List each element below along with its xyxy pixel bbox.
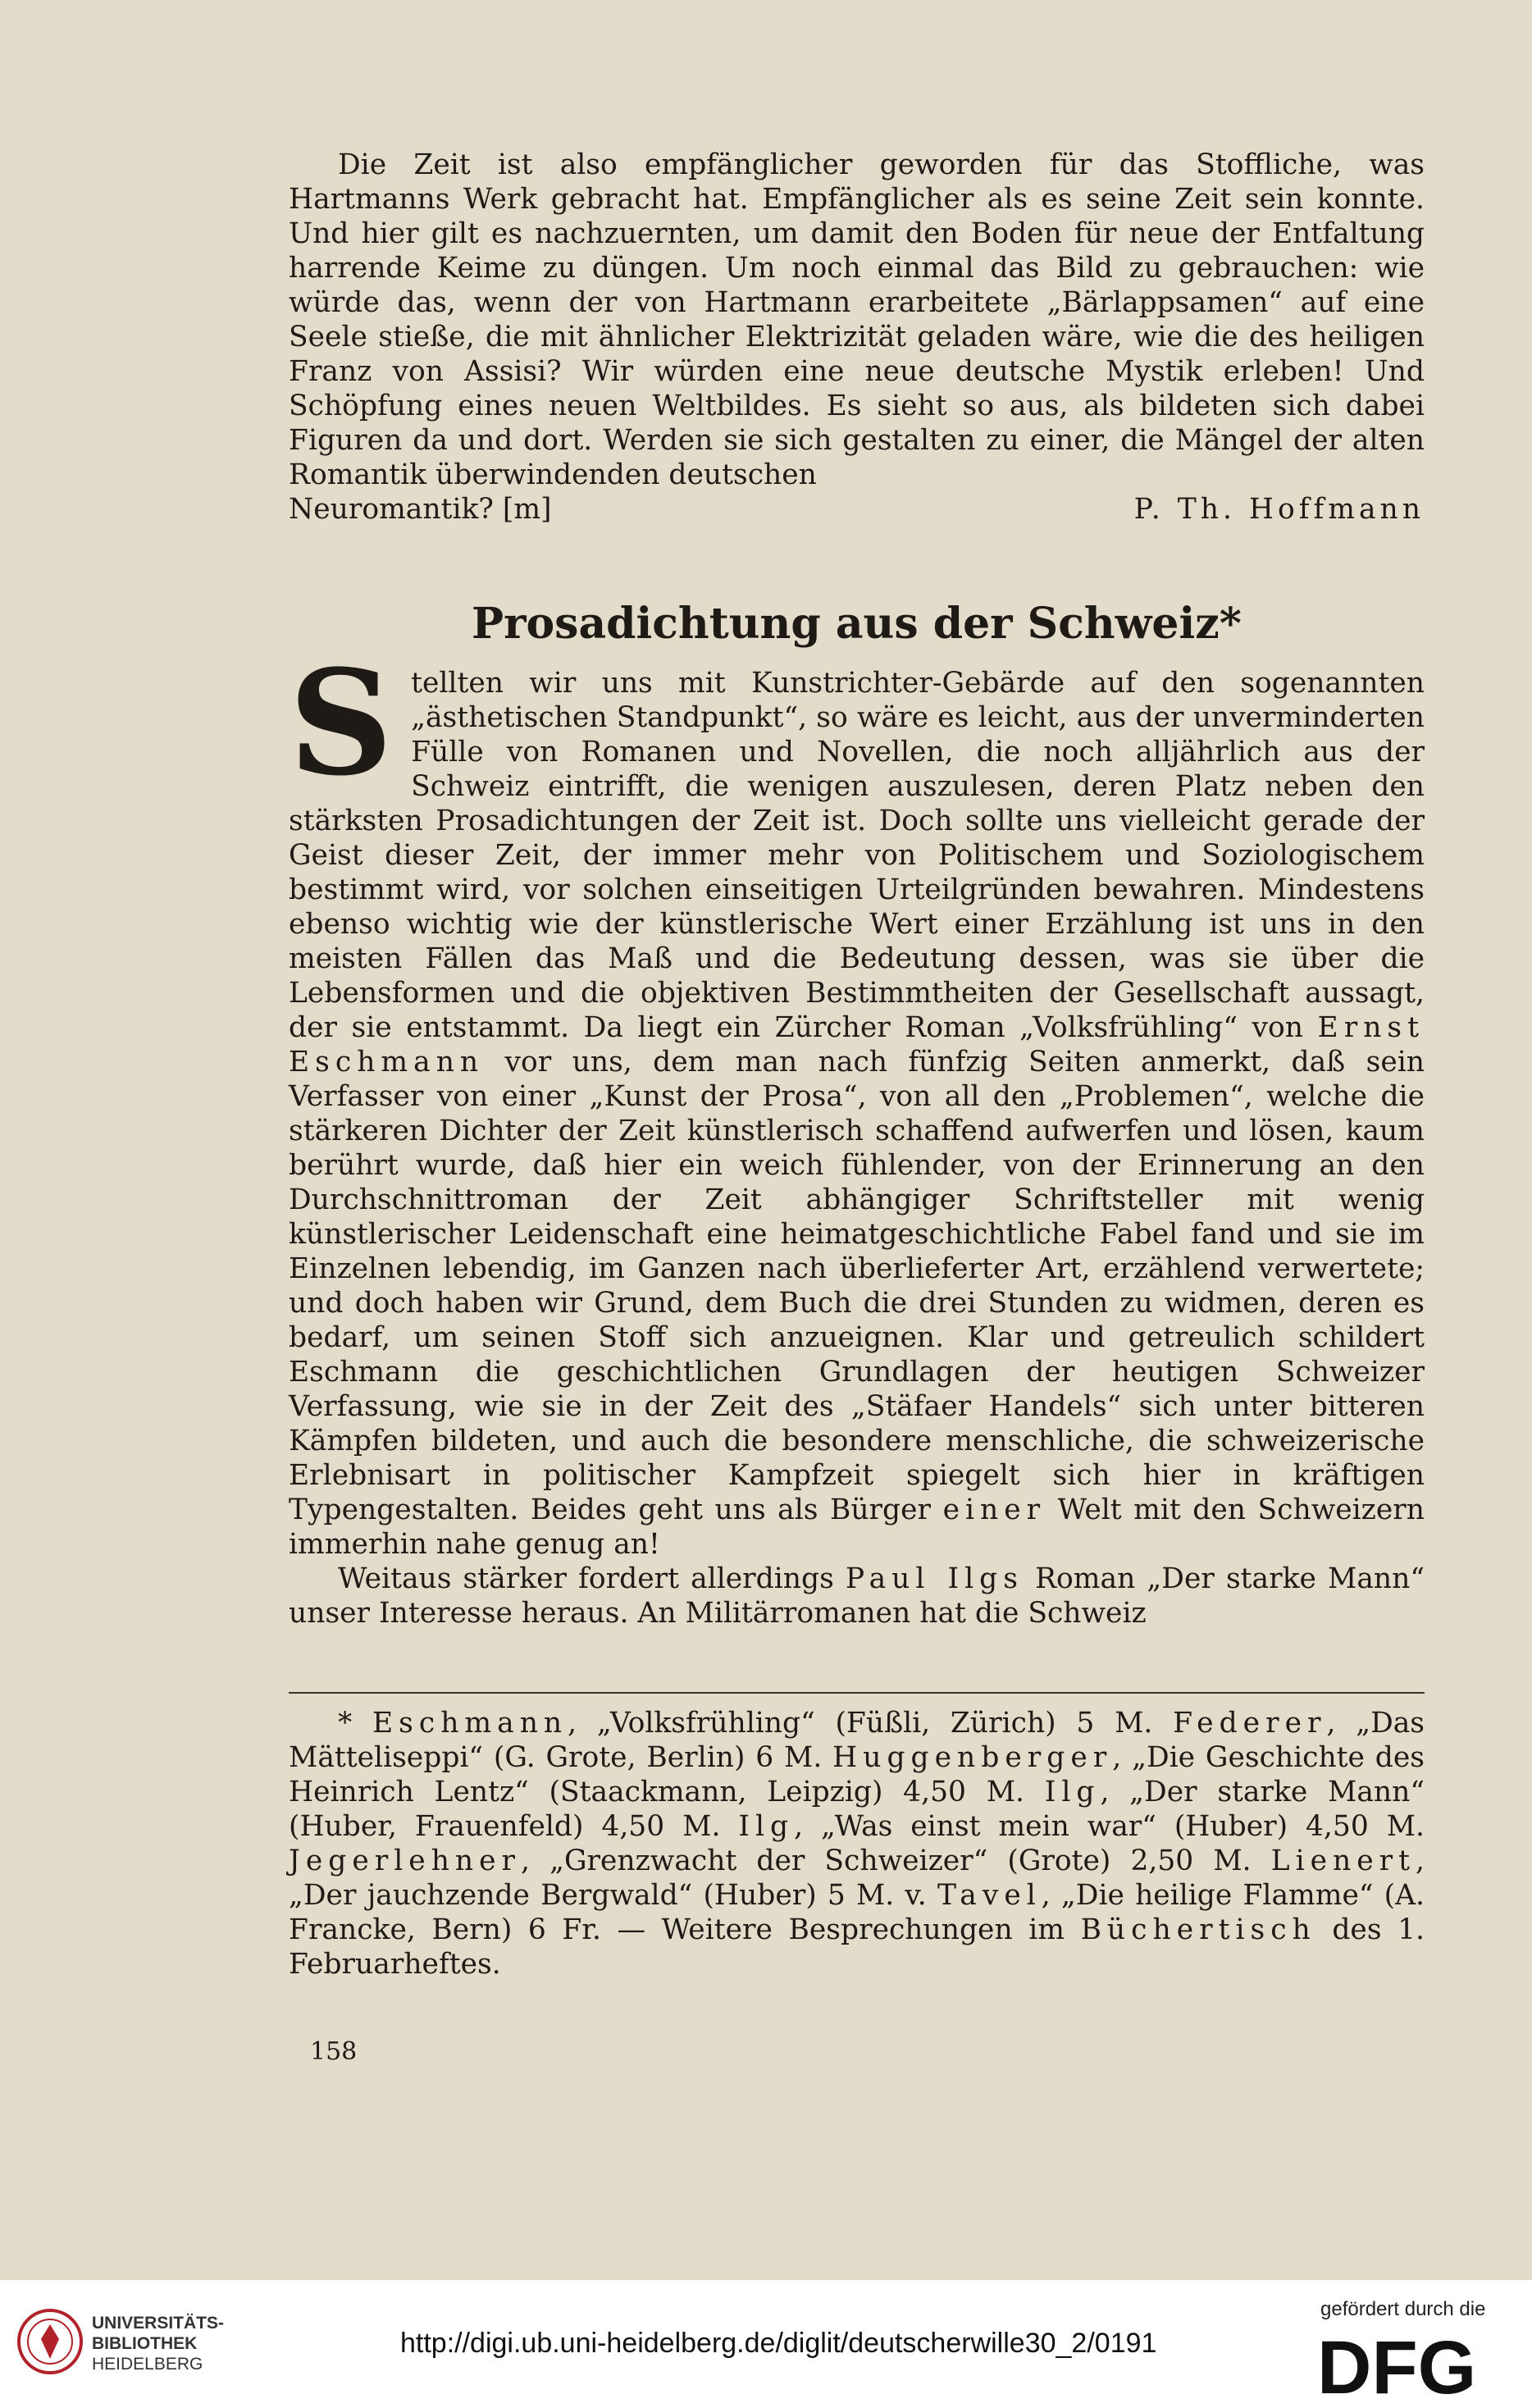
dfg-logo-text: DFG [1317, 2333, 1477, 2398]
funding-caption: gefördert durch die [1320, 2298, 1486, 2320]
footnote-spaced-name: Federer [1173, 1707, 1327, 1740]
author-name-eschmann: Ernst Eschmann [289, 1011, 1425, 1079]
footnote-run: , „Das Mätteliseppi“ (G. Grote, Berlin) 6 M. [289, 1707, 1425, 1774]
footnote-spaced-name: Huggenberger [832, 1741, 1113, 1774]
paragraph-1-text-c: Welt mit den Schweizern immerhin nahe genug an! [289, 1494, 1425, 1561]
intro-closing-line [289, 492, 1425, 527]
footnote-spaced-name: Tavel [937, 1879, 1042, 1912]
footnote-run: , „Volksfrühling“ (Füßli, Zürich) 5 M. [568, 1707, 1174, 1740]
paragraph-2-text-b: Roman „Der starke Mann“ unser Interesse heraus. An Militärromanen hat die Schweiz [289, 1562, 1425, 1630]
intro-paragraph: Die Zeit ist also empfänglicher geworden für das Stoffliche, was Hartmanns Werk gebracht hat. Empfänglicher als es seine Zeit sein konnte. Und hier gilt es nachzuernten, um damit den Boden für neue der Entfaltung harrende Keime zu düngen. Um noch einmal das Bild zu gebrauchen: wie würde das, wenn der von Hartmann erarbeitete „Bärlappsamen“ auf eine Seele stieße, die mit ähnlicher Elektrizität geladen wäre, wie die des heiligen Franz von Assisi? Wir würden eine neue deutsche Mystik erleben! Und Schöpfung eines neuen Weltbildes. Es sieht so aus, als bildeten sich dabei Figuren da und dort. Werden sie sich gestalten zu einer, die Mängel der alten Romantik überwindenden deutschen [289, 148, 1425, 491]
footnote-divider [289, 1692, 1425, 1694]
footnote-run: des 1. Februarheftes. [289, 1913, 1425, 1981]
viewer-footer [0, 2280, 1532, 2408]
emphasis-einer: einer [942, 1494, 1046, 1526]
university-seal-icon [16, 2308, 84, 2375]
footnote-spaced-name: Büchertisch [1080, 1913, 1316, 1946]
article-body [289, 638, 1425, 1630]
paragraph-1-text-b: vor uns, dem man nach fünfzig Seiten anmerkt, daß sein Verfasser von einer „Kunst der Prosa“, von all den „Problemen“, welche die stärkeren Dichter der Zeit künstlerisch schaffend aufwerfen und lösen, kaum berührt wurde, daß hier ein weich fühlender, von der Erinnerung an den Durchschnittroman der Zeit abhängiger Schriftsteller mit wenig künstlerischer Leidenschaft eine heimatgeschichtliche Fabel fand und sie im Einzelnen lebendig, im Ganzen nach überlieferter Art, erzählend verwertete; und doch haben wir Grund, dem Buch die drei Stunden zu widmen, deren es bedarf, um seinen Stoff sich anzueignen. Klar und getreulich schildert Eschmann die geschichtlichen Grundlagen der heutigen Schweizer Verfassung, wie sie in der Zeit des „Stäfaer Handels“ sich unter bitteren Kämpfen bildeten, und auch die besondere menschliche, die schweizerische Erlebnisart in politischer Kampfzeit spiegelt sich hier in kräftigen Typengestalten. Beides geht uns als Bürger [289, 1046, 1425, 1526]
footnote-run: , „Was einst mein war“ (Huber) 4,50 M. [794, 1810, 1425, 1843]
footnote-spaced-name: Ilg [1044, 1776, 1101, 1808]
library-name-line-1: UNIVERSITÄTS- [92, 2314, 225, 2333]
paragraph-1-text-a: tellten wir uns mit Kunstrichter-Gebärde auf den sogenannten „ästhetischen Standpunkt“, so wäre es leicht, aus der unverminderten Fülle von Romanen und Novellen, die noch alljährlich aus der Schweiz eintrifft, die wenigen auszulesen, deren Platz neben den stärksten Prosadichtungen der Zeit ist. Doch sollte uns vielleicht gerade der Geist dieser Zeit, der immer mehr von Politischem und Soziologischem bestimmt wird, vor solchen einseitigen Urteilgründen bewahren. Mindestens ebenso wichtig wie der künstlerische Wert einer Erzählung ist uns in den meisten Fällen das Maß und die Bedeutung dessen, was sie über die Lebensformen und die objektiven Bestimmtheiten der Gesellschaft aussagt, der sie entstammt. Da liegt ein Zürcher Roman „Volksfrühling“ von [289, 667, 1425, 1044]
footnote-run: , „Die Geschichte des Heinrich Lentz“ (Staackmann, Leipzig) 4,50 M. [289, 1741, 1425, 1808]
footnote-spaced-name: Lienert [1270, 1845, 1416, 1877]
footnote-text [289, 1706, 1425, 1982]
footnote-spaced-name: Ilg [738, 1810, 795, 1843]
footnote-run: , „Der jauchzende Bergwald“ (Huber) 5 M. v. [289, 1845, 1425, 1912]
article-paragraph-1 [289, 638, 1425, 1562]
footnote-run: , „Der starke Mann“ (Huber, Frauenfeld) 4,50 M. [289, 1776, 1425, 1843]
library-name-line-2: BIBLIOTHEK [92, 2334, 198, 2353]
footnote [289, 1706, 1425, 1982]
author-name-ilg: Paul Ilgs [845, 1562, 1024, 1595]
author-signature: P. Th. Hoffmann [1133, 493, 1425, 526]
footnote-run: * [338, 1707, 372, 1740]
drop-cap: S [289, 638, 394, 808]
footnote-spaced-name: Eschmann [372, 1707, 568, 1740]
article-paragraph-2 [289, 1562, 1425, 1630]
paragraph-2-text-a: Weitaus stärker fordert allerdings [338, 1562, 834, 1595]
footnote-run: , „Grenzwacht der Schweizer“ (Grote) 2,50 M. [521, 1845, 1271, 1877]
footnote-spaced-name: Jegerlehner [289, 1845, 522, 1877]
permalink-url[interactable]: http://digi.ub.uni-heidelberg.de/diglit/deutscherwille30_2/0191 [400, 2328, 1157, 2359]
footnote-run: , „Die heilige Flamme“ (A. Francke, Bern) 6 Fr. — Weitere Besprechungen im [289, 1879, 1425, 1946]
section-heading: Prosadichtung aus der Schweiz* [472, 599, 1242, 649]
library-name [92, 2313, 224, 2374]
dfg-logo-icon [1317, 2333, 1494, 2398]
intro-section [289, 148, 1425, 527]
page-number: 158 [310, 2037, 358, 2066]
intro-last-line: Neuromantik? [m] [289, 493, 552, 526]
library-name-line-3: HEIDELBERG [92, 2355, 203, 2374]
